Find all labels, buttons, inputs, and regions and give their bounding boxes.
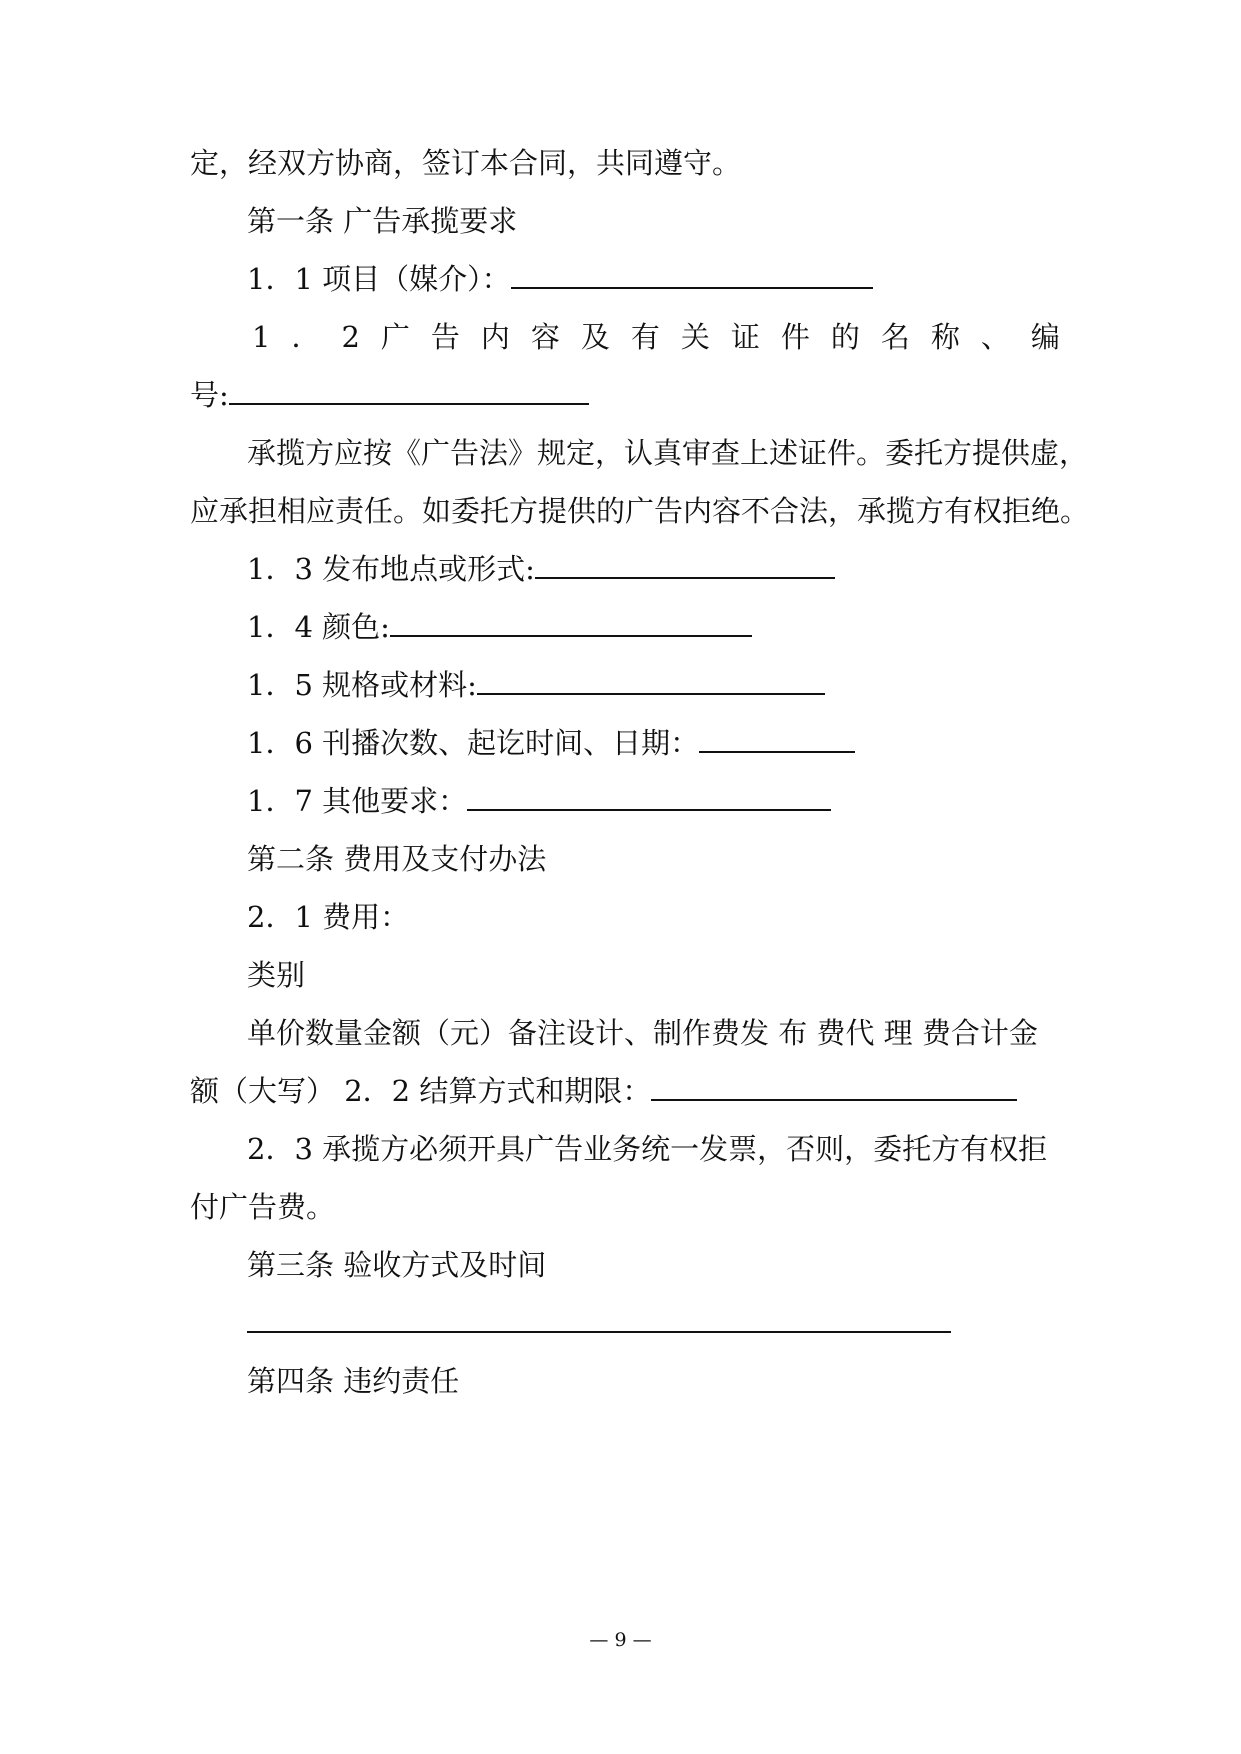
spread-char: 证 — [730, 320, 760, 354]
fill-in-blank[interactable] — [390, 607, 752, 637]
clause-1-5 — [247, 665, 1060, 705]
spread-char: 内 — [480, 320, 510, 354]
fill-in-blank[interactable] — [229, 375, 589, 405]
spread-char: 件 — [780, 320, 810, 354]
spread-char: 1 — [252, 320, 271, 354]
acceptance-blank-line — [247, 1303, 1060, 1343]
spread-char: 及 — [580, 320, 610, 354]
text-segment: 类别 — [247, 958, 306, 992]
text-segment: 第三条 验收方式及时间 — [247, 1248, 547, 1282]
text-segment: 承揽方应按《广告法》规定，认真审查上述证件。委托方提供虚， — [247, 436, 1089, 470]
spread-char: 的 — [830, 320, 860, 354]
fill-in-blank[interactable] — [247, 1303, 951, 1333]
spread-char: 广 — [380, 320, 410, 354]
text-segment: 额（大写） 2．2 结算方式和期限： — [190, 1074, 652, 1108]
fill-in-blank[interactable] — [535, 549, 835, 579]
text-segment: 第四条 违约责任 — [247, 1364, 460, 1398]
clause-2-3-continuation — [190, 1187, 1060, 1227]
spread-char: 关 — [680, 320, 710, 354]
clause-1-6 — [247, 723, 1060, 763]
text-segment: 2．3 承揽方必须开具广告业务统一发票，否则，委托方有权拒 — [247, 1132, 1048, 1166]
text-segment: 1．7 其他要求： — [247, 784, 468, 818]
clause-1-7 — [247, 781, 1060, 821]
fill-in-blank[interactable] — [511, 259, 873, 289]
clause-2-1 — [247, 897, 1060, 937]
spread-char: 称 — [930, 320, 960, 354]
text-segment: 应承担相应责任。如委托方提供的广告内容不合法，承揽方有权拒绝。 — [190, 494, 1090, 528]
spread-char: 编 — [1030, 320, 1060, 354]
text-segment: 定，经双方协商，签订本合同，共同遵守。 — [190, 146, 742, 180]
fill-in-blank[interactable] — [477, 665, 825, 695]
spread-char: 容 — [530, 320, 560, 354]
fill-in-blank[interactable] — [467, 781, 831, 811]
review-paragraph-continuation — [190, 491, 1090, 531]
spread-char: 、 — [980, 320, 1010, 354]
fill-in-blank[interactable] — [651, 1071, 1017, 1101]
text-segment: 付广告费。 — [190, 1190, 336, 1224]
page-number: — 9 — — [589, 1629, 652, 1651]
spread-char: 告 — [430, 320, 460, 354]
text-segment: 1．6 刊播次数、起讫时间、日期： — [247, 726, 700, 760]
article-1-heading — [247, 201, 1060, 241]
spread-char: 2 — [341, 320, 360, 354]
text-segment: 2．1 费用： — [247, 900, 410, 934]
clause-1-2-continuation — [190, 375, 1060, 415]
text-segment: 第一条 广告承揽要求 — [247, 204, 518, 238]
clause-1-1 — [247, 259, 1060, 299]
spread-char: 有 — [630, 320, 660, 354]
article-4-heading — [247, 1361, 1060, 1401]
clause-1-4 — [247, 607, 1060, 647]
article-2-heading — [247, 839, 1060, 879]
text-segment: 1．1 项目（媒介）： — [247, 262, 511, 296]
text-segment: 号: — [190, 378, 229, 412]
text-segment: 1．3 发布地点或形式: — [247, 552, 535, 586]
spread-char: 名 — [880, 320, 910, 354]
spread-char: ． — [291, 320, 321, 354]
review-paragraph — [247, 433, 1089, 473]
paragraph-continuation — [190, 143, 1060, 183]
text-segment: 单价数量金额（元）备注设计、制作费发 布 费代 理 费合计金 — [247, 1016, 1038, 1050]
text-segment: 第二条 费用及支付办法 — [247, 842, 547, 876]
fill-in-blank[interactable] — [699, 723, 855, 753]
fee-table-text — [247, 1013, 1060, 1053]
clause-1-3 — [247, 549, 1060, 589]
fee-category-label — [247, 955, 1060, 995]
clause-2-3 — [247, 1129, 1060, 1169]
text-segment: 1．5 规格或材料: — [247, 668, 477, 702]
article-3-heading — [247, 1245, 1060, 1285]
clause-2-2 — [190, 1071, 1060, 1111]
clause-1-2-spread — [252, 317, 1060, 357]
text-segment: 1．4 颜色: — [247, 610, 390, 644]
